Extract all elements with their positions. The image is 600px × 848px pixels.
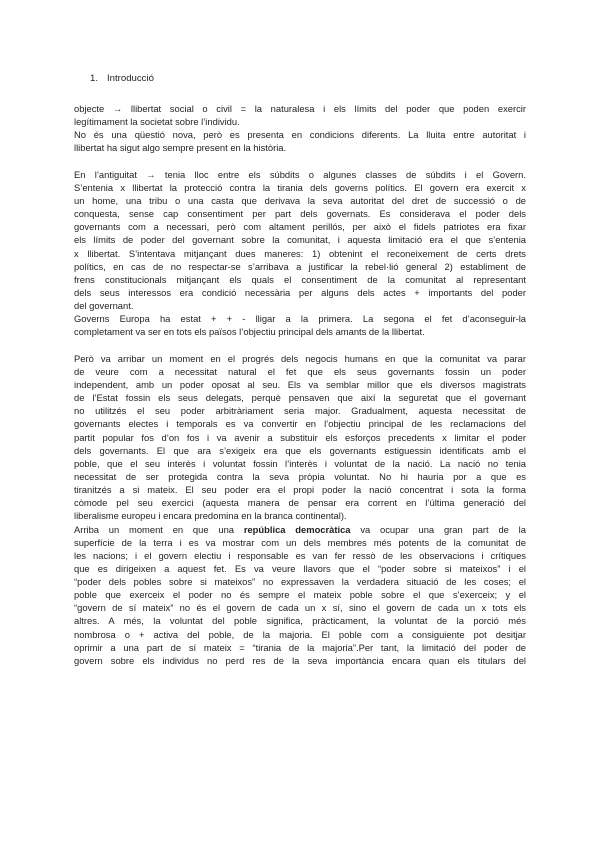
text-line: No és una qüestió nova, però es presenta en condicions diferents. La lluita entre autoritat i [74, 129, 526, 141]
text-line: dels seus interessos era condició necessària per alguns dels actes + importants del poder [74, 286, 526, 298]
text-line: superfície de la terra i es va mostrar com un dels membres més potents de la comunitat de [74, 536, 526, 548]
text-line: independent, amb un poder oposat al seu. Els va semblar millor que els diversos magistrats [74, 378, 526, 390]
text-line: liberalisme europeu i encara predomina en la branca continental). [74, 510, 347, 522]
text-line: oprimir a una part de sí mateix = “tirania de la majoria”.Per tant, la limitació del poder de [74, 641, 526, 653]
section-number: 1. [90, 73, 99, 84]
bold-phrase: república democràtica [243, 523, 351, 535]
text-line: S’entenia x llibertat la protecció contra la tirania dels governs polítics. El govern era exercit x [74, 181, 526, 193]
section-title: Introducció [107, 73, 154, 84]
text-line: poble que exerceix el poder no és sempre el mateix poble sobre el que s’exerceix; y el [74, 589, 526, 601]
text-line: Però va arribar un moment en el progrés dels negocis humans en que la comunitat va parar [74, 352, 526, 364]
text-line: còmode pel seu exercici (aquesta manera de pensar era corrent en l’última generació del [74, 497, 526, 509]
text-line: que es dirigeixen a aquest fet. Es va veure llavors que el “poder sobre si mateixos” i el [74, 562, 526, 574]
paragraph [74, 352, 526, 667]
paragraph-gap [74, 155, 526, 168]
text-line: un home, una tribu o una casta que derivava la seva autoritat del dret de successió o de [74, 194, 526, 206]
text-line: objecte → llibertat social o civil = la naturalesa i els límits del poder que poden exercir [74, 103, 526, 114]
text-line: En l’antiguitat → tenia lloc entre els súbdits o algunes classes de súbdits i el Govern. [74, 168, 526, 180]
paragraph [74, 168, 526, 339]
text-line: de veure com a necessitat natural el fet que els seus governants fossin un poder [74, 365, 526, 377]
text-line: frens constitucionals mitjançant els quals el consentiment de la comunitat al representant [74, 273, 526, 285]
text-line: govern sobre els individus no perd res de la seva importància encara quan els titulars del [74, 654, 526, 666]
text-line: Governs Europa ha estat + + - lligar a la primera. La segona el fet d’aconseguir-la [74, 313, 526, 325]
text-line: els límits de poder del governant sobre la comunitat, i aquesta limitació era el que s’entenia [74, 234, 526, 246]
text-line: dels governants. El que ara s’exigeix era que els governants estiguessin identificats amb el [74, 444, 526, 456]
text-line: altres. A més, la voluntat del poble significa, pràcticament, la voluntat de la porció més [74, 615, 526, 627]
text-line: llibertat ha sigut algo sempre present en la història. [74, 142, 287, 154]
text-line: nombrosa o + activa del poble, de la majoria. El poble com a consiguiente pot desitjar [74, 628, 526, 640]
text-line: tiranitzés a si mateix. El seu poder era el propi poder la nació concentrat i sota la forma [74, 484, 526, 496]
text-line: no utilitzés el seu poder arbitràriament seria major. Gradualment, aquesta necessitat de [74, 405, 526, 417]
section-heading [90, 73, 154, 85]
text-line: poble, que el seu interès i voluntat fossin l’interès i voluntat de la nació. La nació no tenia [74, 457, 526, 469]
text-line: x llibertat. S’intentava mitjançant dues maneres: 1) obtenint el reconeixement de certs drets [74, 247, 526, 259]
text-line: Arriba un moment en que una república democràtica va ocupar una gran part de la [74, 523, 526, 535]
text-line: partit popular fos d’on fos i va avenir a substituir els esforços precedents x limitar el poder [74, 431, 526, 443]
text-line: legítimament la societat sobre l’individu. [74, 116, 240, 128]
text-line: conquesta, sense cap consentiment per part dels governats. Es considerava el poder dels [74, 208, 526, 220]
text-line: “poder dels pobles sobre si mateixos” no expressaven la verdadera situació de les coses; el [74, 576, 526, 588]
text-line: governants electes i temporals es va convertir en l’objectiu principal de les reclamacions del [74, 418, 526, 430]
paragraph-gap [74, 339, 526, 352]
text-line: “govern de sí mateix” no és el govern de cada un x sí, sino el govern de cada un x tots els [74, 602, 526, 614]
text-line: les nacions; i el govern electiu i responsable es van fer ressò de les observacions i crítiques [74, 549, 526, 561]
text-line: governants com a necessari, però com altament perillós, per això el fidels patriotes era fixar [74, 221, 526, 233]
text-line: necessitat de ser protegida contra la seva pròpia voluntat. No hi hauria por a que es [74, 470, 526, 482]
document-body [74, 102, 526, 667]
text-line: polítics, en cas de no respectar-se s’arribava a justificar la rebel·lió general 2) establiment de [74, 260, 526, 272]
text-line: completament va ser en tots els països l’objectiu principal dels amants de la llibertat. [74, 326, 425, 338]
text-line: de l’Estat fossin els seus delegats, perquè pensaven que així la seguretat que el governant [74, 392, 526, 404]
text-line: del governant. [74, 300, 134, 312]
paragraph [74, 102, 526, 155]
